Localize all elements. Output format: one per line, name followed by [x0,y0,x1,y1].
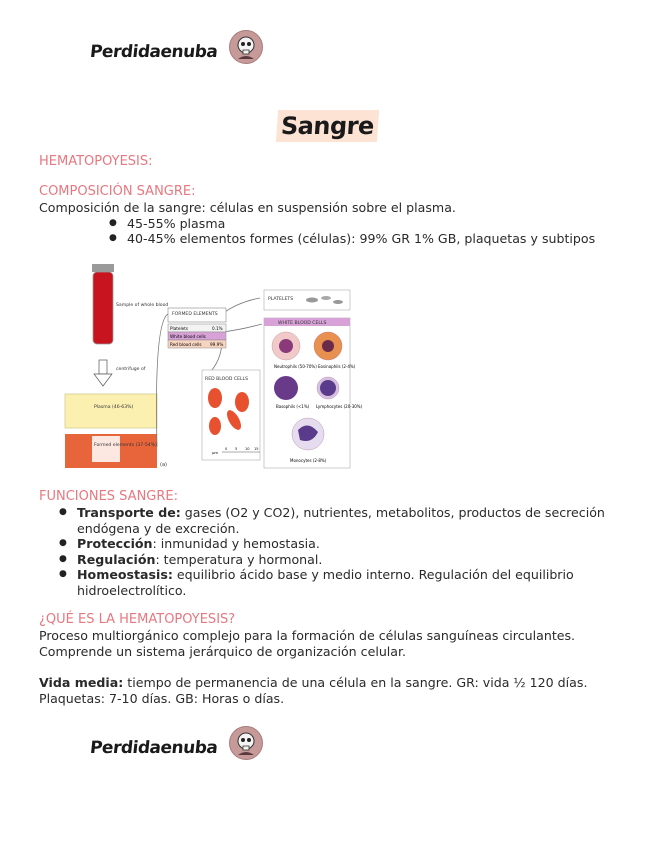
platelets-label: PLATELETS [268,297,294,302]
section-composicion [39,154,629,247]
title-wrap [0,110,655,142]
scale-label: μm [212,450,219,455]
list-item: ● 45-55% plasma [109,216,629,232]
scale-tick: 15 [254,447,259,451]
scale-tick: 10 [245,447,250,451]
plasma-label: Plasma (46-63%) [94,405,134,410]
red-cell-icon [209,417,221,435]
basophil-icon [274,376,298,400]
platelet-icon [321,296,331,300]
scale-tick: 0 [225,447,228,451]
skull-avatar-icon [229,726,263,760]
list-item: ● Protección: inmunidad y hemostasia. [59,536,629,552]
formed-row-rbc: Red blood cells [170,342,202,347]
formed-row-wbc: White blood cells [170,334,206,339]
list-item: ● Regulación: temperatura y hormonal. [59,552,629,568]
formed-value-platelets: 0.1% [212,326,223,331]
que-es-text: Proceso multiorgánico complejo para la formación de células sanguíneas circulantes. Comprende un sistema jerárquico de organización celular. [39,628,576,659]
brand-name: Perdidaenuba [88,42,219,62]
funciones-heading: FUNCIONES SANGRE: [39,489,178,504]
formed-value-rbc: 99.9% [210,342,224,347]
monocytes-label: Monocytes (2-8%) [290,458,327,463]
vida-media-text: Vida media: tiempo de permanencia de una célula en la sangre. GR: vida ½ 120 días. Plaquetas: 7-10 días. GB: Horas o días. [39,675,588,706]
list-item: ● Transporte de: gases (O2 y CO2), nutrientes, metabolitos, productos de secreción endógena y de excreción. [59,505,629,536]
skull-avatar-icon [229,30,263,64]
scale-tick: 5 [235,447,238,451]
section-funciones [39,489,629,598]
composicion-heading: COMPOSICIÓN SANGRE: [39,184,196,199]
wbc-label: WHITE BLOOD CELLS [278,321,327,326]
blood-composition-figure [62,262,363,468]
platelet-icon [306,298,318,303]
panel-letter: (a) [160,462,167,468]
formed-box-title: FORMED ELEMENTS [172,312,218,317]
formed-row-platelets: Platelets [170,326,189,331]
page-title: Sangre [276,110,379,142]
basophils-label: Basophils (<1%) [276,404,310,409]
plasma-box [65,394,157,428]
list-item: ● 40-45% elementos formes (células): 99% GR 1% GB, plaquetas y subtipos [109,231,629,247]
composicion-list [109,216,629,247]
test-tube-icon [92,264,114,344]
rbc-label: RED BLOOD CELLS [205,377,249,382]
tube-label: Sample of whole blood [116,303,169,308]
brand-name: Perdidaenuba [88,738,219,758]
red-cell-icon [208,388,222,408]
eosinophils-label: Eosinophils (2-4%) [318,364,356,369]
que-es-heading: ¿QUÉ ES LA HEMATOPOYESIS? [39,612,236,627]
funciones-list [59,505,629,598]
formed-label: Formed elements (37-54%) [94,443,157,448]
brand-footer [90,736,263,760]
red-cell-icon [235,392,249,412]
brand-header [90,40,263,64]
hematopoyesis-heading: HEMATOPOYESIS: [39,154,153,169]
platelet-icon [333,300,343,304]
composicion-intro: Composición de la sangre: células en suspensión sobre el plasma. [39,200,456,215]
arrow-down-icon [94,360,112,386]
list-item: ● Homeostasis: equilibrio ácido base y medio interno. Regulación del equilibrio hidroelectrolítico. [59,567,629,598]
lymphocytes-label: Lymphocytes (20-30%) [316,404,363,409]
centrifuge-label: centrifuge of [116,367,146,372]
neutrophils-label: Neutrophils (50-70%) [274,364,317,369]
section-que-es [39,612,629,706]
